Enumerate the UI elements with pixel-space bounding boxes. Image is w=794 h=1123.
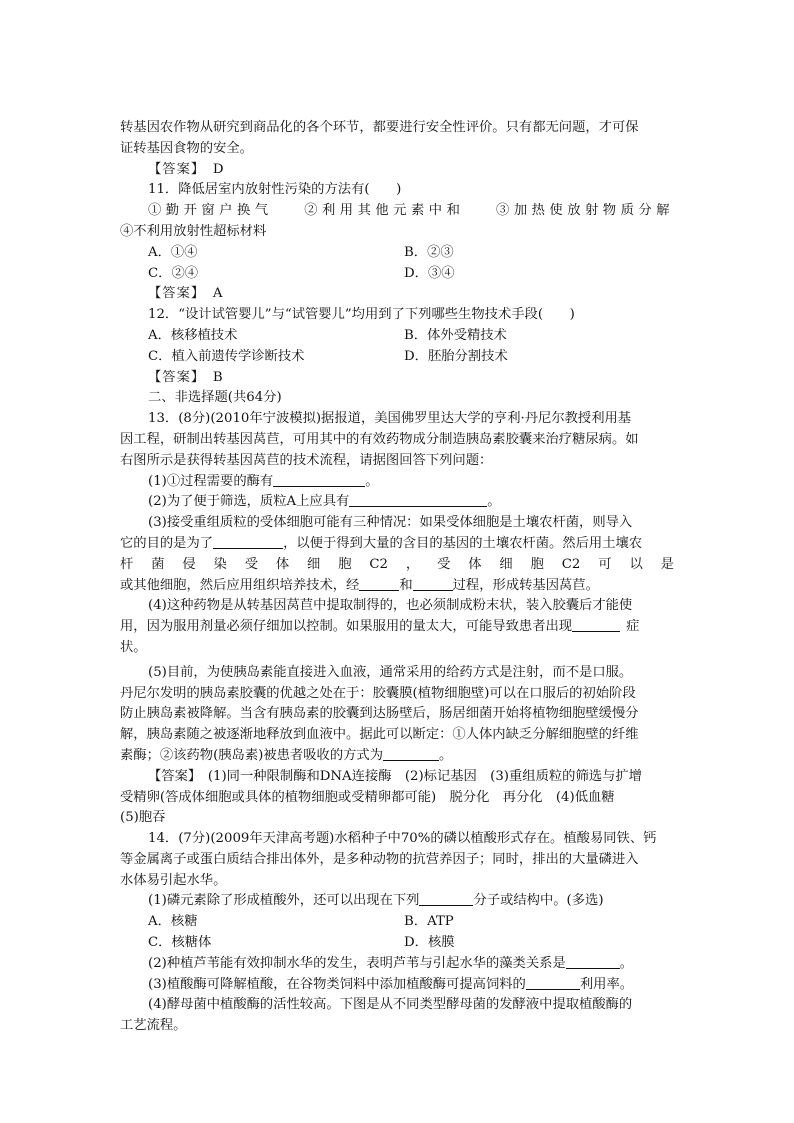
question-14: 14．(7分)(2009年天津高考题)水稻种子中70%的磷以植酸形式存在。植酸易同铁、钙: [148, 831, 657, 847]
option-text: ④不利用放射性超标材料: [120, 223, 267, 239]
text-line: 转基因农作物从研究到商品化的各个环节，都要进行安全性评价。只有都无问题，才可保: [120, 120, 639, 135]
option-text: ①勤开窗户换气: [148, 203, 273, 219]
option-text: ②利用其他元素中和: [304, 203, 465, 219]
text-line: 状。: [120, 639, 147, 655]
text-line: 水体易引起水华。: [120, 872, 227, 888]
answer-blank: [572, 617, 620, 632]
answer-blank: [359, 576, 399, 591]
answer-line: 【答案】 (1)同一种限制酶和DNA连接酶 (2)标记基因 (3)重组质粒的筛选与扩增: [148, 768, 642, 784]
text-line-justified: 杆 菌 侵 染 受 体 细 胞 C2 ， 受 体 细 胞 C2 可 以 是: [120, 556, 674, 572]
sub-question: (4)酵母菌中植酸酶的活性较高。下图是从不同类型酵母菌的发酵液中提取植酸酶的: [148, 997, 633, 1013]
answer-line: 受精卵(答成体细胞或具体的植物细胞或受精卵都可能) 脱分化 再分化 (4)低血糖: [120, 789, 615, 805]
options-row: [120, 326, 674, 347]
sub-question: (1)磷元素除了形成植酸外，还可以出现在下列 分子或结构中。(多选): [148, 893, 604, 909]
question-13: 13．(8分)(2010年宁波模拟)据报道，美国佛罗里达大学的亨利·丹尼尔教授利用基: [148, 411, 632, 427]
sub-question: (2)种植芦苇能有效抑制水华的发生，表明芦苇与引起水华的藻类关系是 。: [148, 955, 634, 971]
text-line: 等金属离子或蛋白质结合排出体外，是多种动物的抗营养因子；同时，排出的大量磷进入: [120, 851, 639, 867]
text-line: 防止胰岛素被降解。当含有胰岛素的胶囊到达肠壁后，肠居细菌开始将植物细胞壁缓慢分: [120, 706, 639, 722]
option-text: ③加热使放射物质分解: [496, 203, 674, 219]
options-row: [120, 264, 674, 285]
document-page: [120, 118, 674, 1037]
option-a: A．①④: [148, 244, 198, 260]
options-row: [120, 347, 674, 368]
sub-question: (3)接受重组质粒的受体细胞可能有三种情况：如果受体细胞是土壤农杆菌，则导入: [148, 515, 633, 531]
options-row: [120, 912, 674, 933]
text-line: 解，胰岛素随之被逐渐地释放到血液中。据此可以断定：①人体内缺乏分解细胞壁的纤维: [120, 727, 639, 743]
option-c: C．核糖体: [148, 935, 212, 951]
answer-blank: [273, 472, 365, 487]
text-line: 丹尼尔发明的胰岛素胶囊的优越之处在于：胶囊膜(植物细胞壁)可以在口服后的初始阶段: [120, 685, 636, 701]
option-a: A．核移植技术: [148, 327, 238, 343]
answer-blank: [213, 534, 283, 549]
option-a: A．核糖: [148, 914, 198, 930]
option-b: B．体外受精技术: [404, 327, 507, 343]
sub-question: (5)目前，为使胰岛素能直接进入血液，通常采用的给药方式是注射，而不是口服。: [148, 664, 633, 680]
answer-blank: [566, 954, 620, 969]
question-11-options-row: [120, 201, 674, 222]
answer-line: (5)胞吞: [120, 810, 166, 826]
option-c: C．植入前遗传学诊断技术: [148, 348, 305, 364]
section-heading: 二、非选择题(共64分): [148, 390, 282, 406]
answer-line: 【答案】 A: [148, 286, 224, 302]
text-line: 它的目的是为了 ，以便于得到大量的含目的基因的土壤农杆菌。然后用土壤农: [120, 535, 643, 551]
answer-line: 【答案】 B: [148, 369, 224, 385]
answer-blank: [413, 576, 453, 591]
options-row: [120, 243, 674, 264]
sub-question: (4)这种药物是从转基因莴苣中提取制得的，也必须制成粉末状，装入胶囊后才能使: [148, 598, 633, 614]
sub-question: (3)植酸酶可降解植酸，在谷物类饲料中添加植酸酶可提高饲料的 利用率。: [148, 976, 634, 992]
option-d: D．胚胎分割技术: [404, 348, 508, 364]
text-line: 右图所示是获得转基因莴苣的技术流程，请据图回答下列问题：: [120, 452, 493, 468]
option-d: D．③④: [404, 265, 455, 281]
text-line: 用，因为服用剂量必须仔细加以控制。如果服用的量太大，可能导致患者出现 症: [120, 619, 640, 635]
answer-blank: [526, 975, 580, 990]
answer-blank: [349, 492, 487, 507]
text-line: 证转基因食物的安全。: [120, 140, 253, 156]
sub-question: (2)为了便于筛选，质粒A上应具有 。: [148, 494, 501, 510]
options-row: [120, 933, 674, 954]
option-b: B．ATP: [404, 914, 454, 930]
text-line: 因工程，研制出转基因莴苣，可用其中的有效药物成分制造胰岛素胶囊来治疗糖尿病。如: [120, 431, 639, 447]
option-b: B．②③: [404, 244, 454, 260]
answer-blank: [383, 746, 439, 761]
option-d: D．核膜: [404, 935, 455, 951]
question-12: 12．“设计试管婴儿”与“试管婴儿”均用到了下列哪些生物技术手段( ): [148, 307, 575, 323]
sub-question: (1)①过程需要的酶有 。: [148, 473, 379, 489]
text-line: 或其他细胞，然后应用组织培养技术，经 和 过程，形成转基因莴苣。: [120, 577, 599, 593]
text-line: 工艺流程。: [120, 1018, 187, 1034]
question-11: 11．降低居室内放射性污染的方法有( ): [148, 182, 402, 198]
answer-blank: [419, 891, 473, 906]
text-line: 素酶；②该药物(胰岛素)被患者吸收的方式为 。: [120, 747, 453, 763]
option-c: C．②④: [148, 265, 199, 281]
answer-line: 【答案】 D: [148, 161, 225, 177]
